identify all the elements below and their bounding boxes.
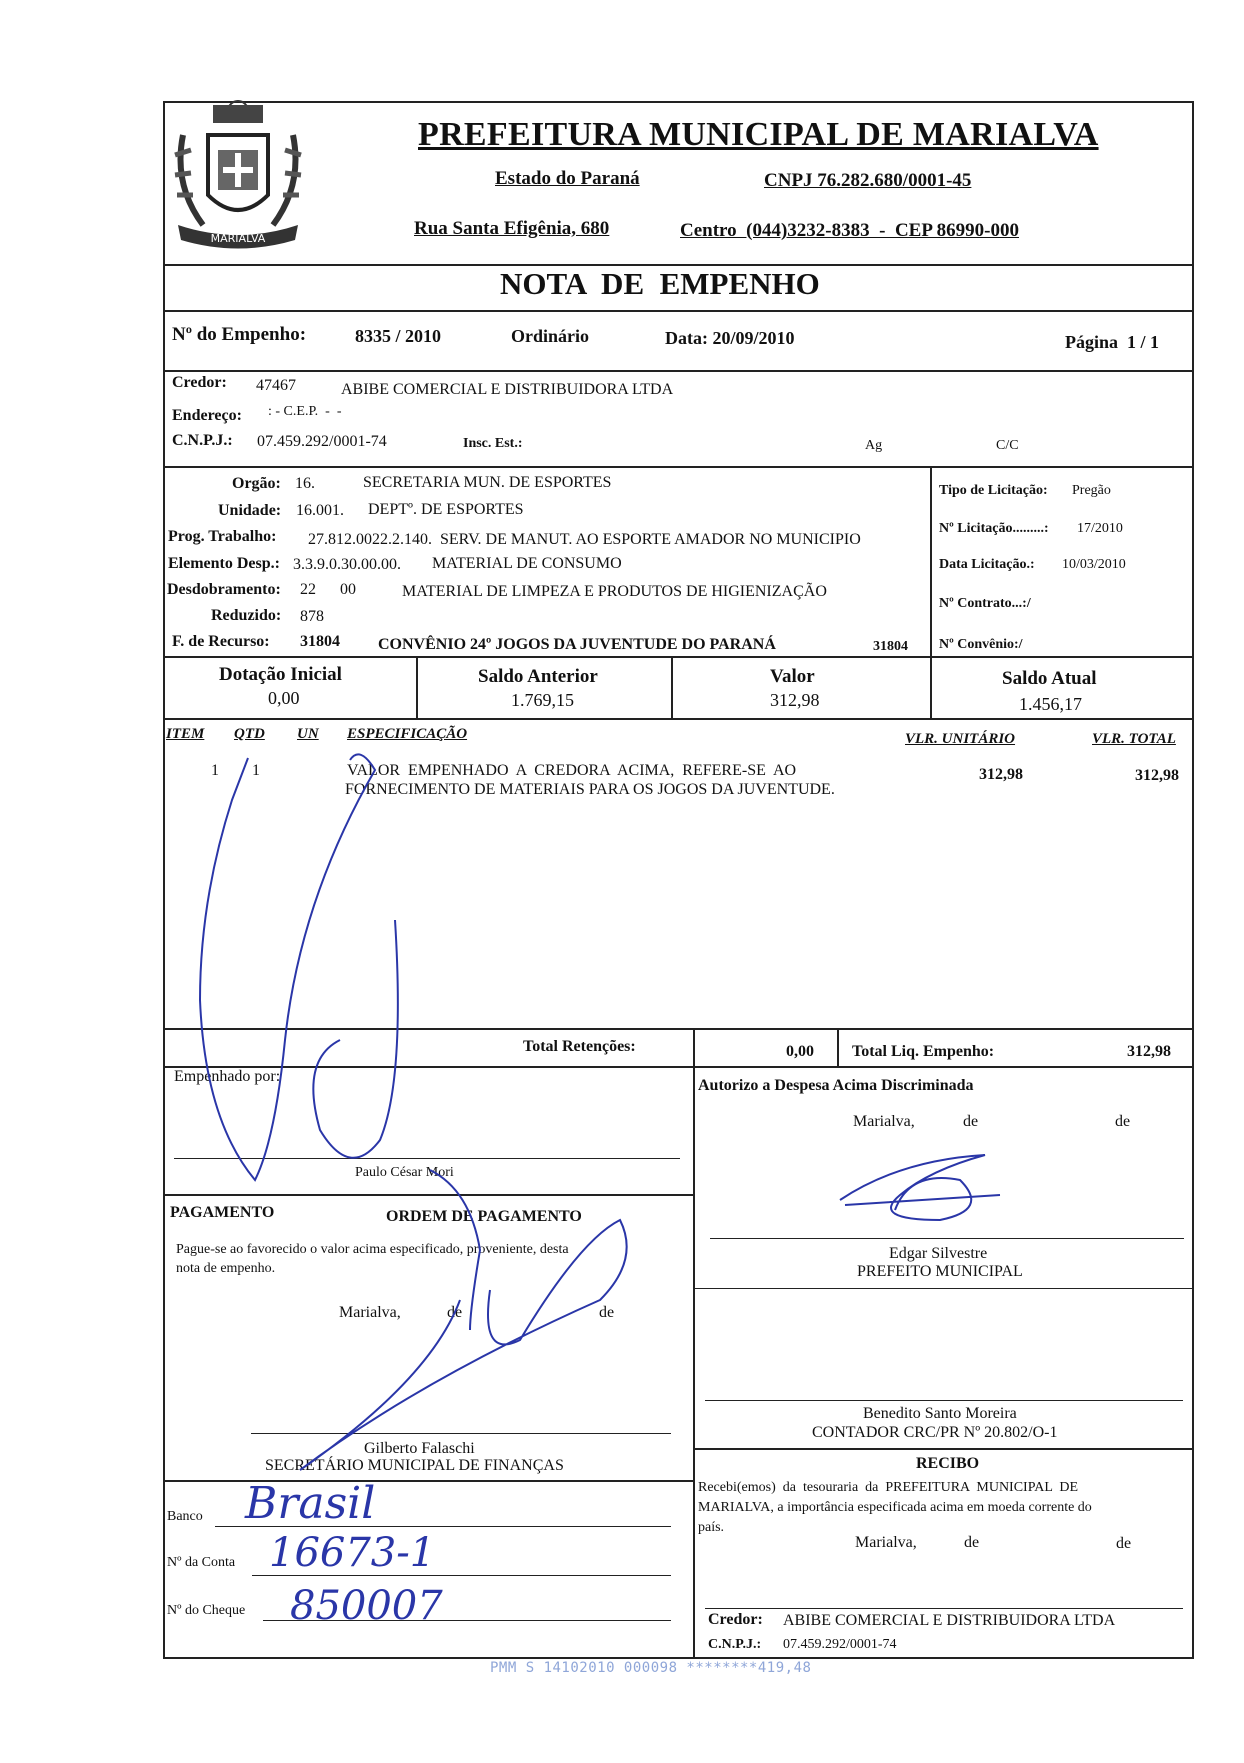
seal-banner-text: MARIALVA (210, 232, 266, 245)
item-unit-value: 312,98 (979, 766, 1023, 783)
item-total-value: 312,98 (1135, 767, 1179, 784)
item-qtd: 1 (252, 762, 260, 779)
saldo-anterior-value: 1.769,15 (511, 690, 574, 710)
valor-value: 312,98 (770, 690, 820, 710)
endereco-value: : - C.E.P. - - (268, 404, 342, 419)
page-title: PREFEITURA MUNICIPAL DE MARIALVA (418, 116, 1099, 153)
credor-code: 47467 (256, 377, 296, 394)
orgao-label: Orgão: (232, 475, 281, 492)
saldo-atual-value: 1.456,17 (1019, 694, 1082, 714)
prog-trabalho-value: 27.812.0022.2.140. SERV. DE MANUT. AO ESPORTE AMADOR NO MUNICIPIO (308, 531, 861, 548)
desdobramento-label: Desdobramento: (167, 581, 281, 598)
col-qtd-header: QTD (234, 726, 265, 742)
pagamento-de-2: de (599, 1304, 615, 1321)
secretario-name: Gilberto Falaschi (364, 1440, 475, 1457)
banco-label: Banco (167, 1509, 203, 1524)
recibo-text-line-2: MARIALVA, a importância especificada acima em moeda corrente do (698, 1500, 1092, 1515)
pagamento-text-line-2: nota de empenho. (176, 1261, 276, 1276)
reduzido-label: Reduzido: (211, 607, 282, 624)
recurso-name: CONVÊNIO 24º JOGOS DA JUVENTUDE DO PARANÁ (378, 636, 776, 653)
conta-label: Nº da Conta (167, 1555, 236, 1570)
address-contact: Centro (044)3232-8383 - CEP 86990-000 (680, 220, 1019, 241)
liquido-value: 312,98 (1127, 1043, 1171, 1060)
data-licitacao-label: Data Licitação.: (939, 557, 1035, 572)
endereco-label: Endereço: (172, 407, 242, 424)
recibo-credor-label: Credor: (708, 1611, 763, 1628)
convenio-label: Nº Convênio:/ (939, 637, 1023, 652)
contrato-label: Nº Contrato...:/ (939, 596, 1031, 611)
recurso-code: 31804 (300, 633, 340, 650)
item-spec-line-1: VALOR EMPENHADO A CREDORA ACIMA, REFERE-SE AO (347, 762, 797, 779)
empenhado-name: Paulo César Mori (355, 1165, 454, 1180)
unidade-name: DEPTº. DE ESPORTES (368, 501, 524, 518)
orgao-code: 16. (295, 475, 315, 492)
state-name: Estado do Paraná (495, 168, 640, 189)
empenhado-label: Empenhado por: (174, 1068, 281, 1085)
liquido-label: Total Liq. Empenho: (852, 1043, 995, 1060)
col-unit-header: VLR. UNITÁRIO (905, 731, 1016, 747)
banco-value: Brasil (245, 1478, 376, 1529)
recurso-code-2: 31804 (873, 639, 908, 654)
tipo-licitacao-label: Tipo de Licitação: (939, 483, 1048, 498)
recibo-cnpj-label: C.N.P.J.: (708, 1637, 762, 1652)
agencia-label: Ag (865, 438, 883, 453)
tipo-licitacao: Pregão (1072, 483, 1111, 498)
cheque-label: Nº do Cheque (167, 1603, 246, 1618)
insc-est-label: Insc. Est.: (463, 436, 523, 451)
saldo-anterior-label: Saldo Anterior (478, 666, 598, 687)
prog-trabalho-label: Prog. Trabalho: (168, 528, 277, 545)
recibo-cnpj: 07.459.292/0001-74 (783, 1637, 897, 1652)
retencoes-value: 0,00 (786, 1043, 814, 1060)
dotacao-value: 0,00 (268, 688, 300, 708)
desdobramento-code: 22 00 (300, 581, 356, 598)
municipal-cnpj: CNPJ 76.282.680/0001-45 (764, 170, 972, 191)
secretario-role: SECRETÁRIO MUNICIPAL DE FINANÇAS (265, 1457, 564, 1474)
cheque-value: 850007 (290, 1583, 443, 1629)
reduzido-value: 878 (300, 608, 324, 625)
pagamento-place: Marialva, (339, 1304, 401, 1321)
unidade-label: Unidade: (218, 502, 282, 519)
street-address: Rua Santa Efigênia, 680 (414, 218, 610, 239)
recurso-label: F. de Recurso: (172, 633, 270, 650)
item-spec-line-2: FORNECIMENTO DE MATERIAIS PARA OS JOGOS DA JUVENTUDE. (345, 781, 835, 798)
num-licitacao: 17/2010 (1077, 521, 1123, 536)
num-licitacao-label: Nº Licitação.........: (939, 521, 1049, 536)
unidade-code: 16.001. (296, 502, 344, 519)
recibo-de-2: de (1116, 1535, 1132, 1552)
autorizo-place: Marialva, (853, 1113, 915, 1130)
recibo-de-1: de (964, 1534, 980, 1551)
elemento-name: MATERIAL DE CONSUMO (432, 555, 622, 572)
ordem-pagamento-label: ORDEM DE PAGAMENTO (386, 1208, 582, 1225)
recibo-text-line-3: país. (698, 1520, 725, 1535)
credor-cnpj-label: C.N.P.J.: (172, 432, 233, 449)
empenho-label: Nº do Empenho: (172, 324, 307, 345)
desdobramento-name: MATERIAL DE LIMPEZA E PRODUTOS DE HIGIENIZAÇÃO (402, 583, 827, 600)
empenho-number: 8335 / 2010 (355, 326, 442, 346)
pagamento-label: PAGAMENTO (170, 1204, 275, 1221)
col-item-header: ITEM (166, 726, 205, 742)
item-number: 1 (211, 762, 219, 779)
autorizo-de-1: de (963, 1113, 979, 1130)
valor-label: Valor (770, 666, 815, 687)
pagamento-de-1: de (447, 1304, 463, 1321)
pagamento-text-line-1: Pague-se ao favorecido o valor acima especificado, proveniente, desta (176, 1242, 569, 1257)
recibo-label: RECIBO (916, 1455, 980, 1472)
autorizo-de-2: de (1115, 1113, 1131, 1130)
col-total-header: VLR. TOTAL (1092, 731, 1176, 747)
autorizo-label: Autorizo a Despesa Acima Discriminada (698, 1077, 974, 1094)
conta-corrente-label: C/C (996, 438, 1019, 453)
col-un-header: UN (297, 726, 319, 742)
contador-role: CONTADOR CRC/PR Nº 20.802/O-1 (812, 1424, 1058, 1441)
empenho-date: Data: 20/09/2010 (665, 328, 795, 348)
recibo-credor-name: ABIBE COMERCIAL E DISTRIBUIDORA LTDA (783, 1612, 1116, 1629)
empenho-type: Ordinário (511, 326, 590, 346)
conta-value: 16673-1 (269, 1530, 436, 1576)
elemento-label: Elemento Desp.: (168, 555, 280, 572)
credor-name: ABIBE COMERCIAL E DISTRIBUIDORA LTDA (341, 381, 674, 398)
dotacao-label: Dotação Inicial (219, 664, 342, 685)
col-spec-header: ESPECIFICAÇÃO (347, 726, 468, 742)
recibo-place: Marialva, (855, 1534, 917, 1551)
credor-cnpj: 07.459.292/0001-74 (257, 433, 387, 450)
page-number: Página 1 / 1 (1065, 332, 1160, 352)
document-title: NOTA DE EMPENHO (500, 266, 820, 301)
prefeito-role: PREFEITO MUNICIPAL (857, 1263, 1023, 1280)
recibo-text-line-1: Recebi(emos) da tesouraria da PREFEITURA MUNICIPAL DE (698, 1480, 1079, 1495)
prefeito-name: Edgar Silvestre (889, 1245, 988, 1262)
footer-stamp: PMM S 14102010 000098 ********419,48 (490, 1660, 812, 1676)
elemento-code: 3.3.9.0.30.00.00. (293, 556, 401, 573)
credor-label: Credor: (172, 374, 227, 391)
saldo-atual-label: Saldo Atual (1002, 668, 1097, 689)
data-licitacao: 10/03/2010 (1062, 557, 1126, 572)
retencoes-label: Total Retenções: (523, 1038, 636, 1055)
contador-name: Benedito Santo Moreira (863, 1405, 1017, 1422)
orgao-name: SECRETARIA MUN. DE ESPORTES (363, 474, 612, 491)
